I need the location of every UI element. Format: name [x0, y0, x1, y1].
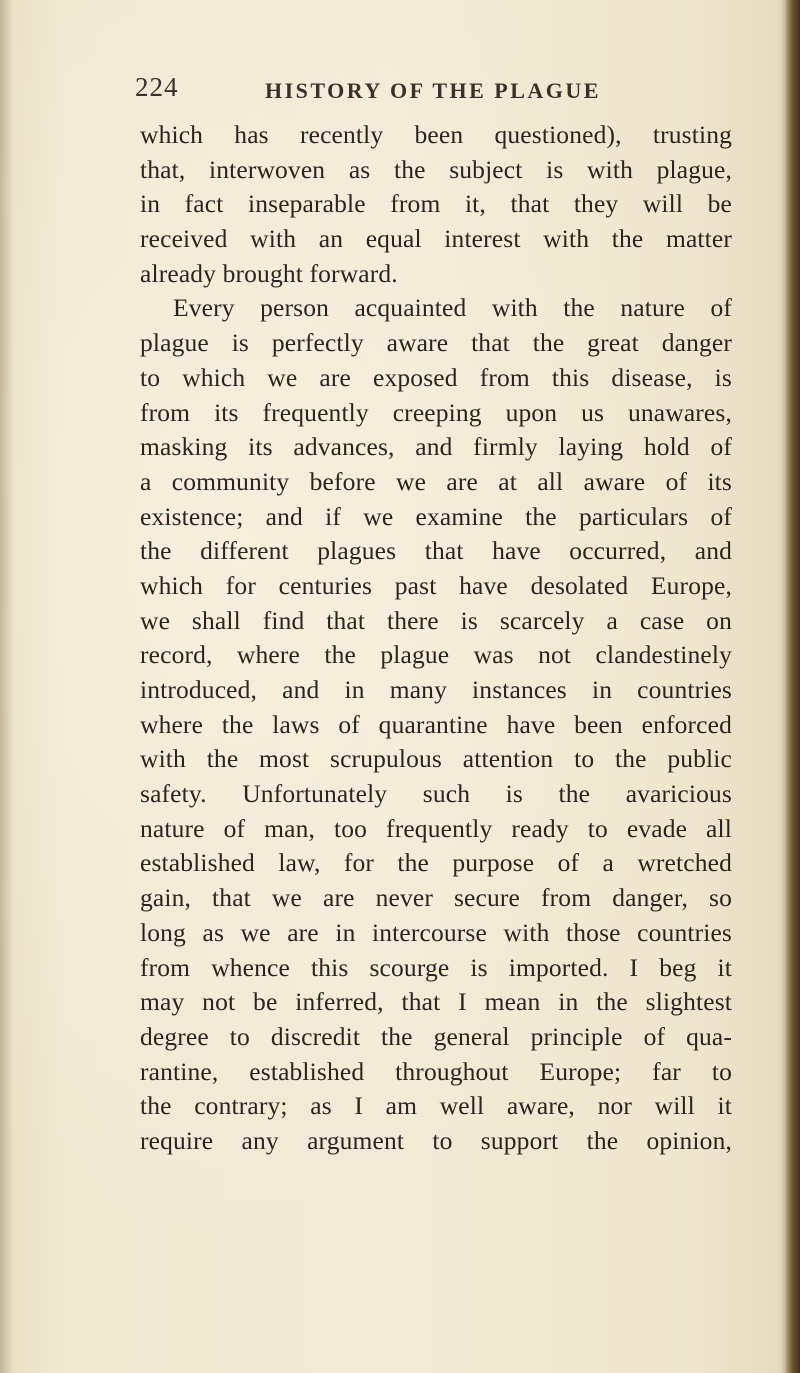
text-line: a community before we are at all aware of its [140, 466, 732, 496]
text-line: already brought forward. [140, 258, 398, 288]
page-number: 224 [135, 72, 179, 102]
running-head: HISTORY OF THE PLAGUE [265, 78, 601, 103]
text-line: existence; and if we examine the particulars of [140, 501, 732, 531]
text-line: degree to discredit the general principle of qua- [140, 1021, 732, 1051]
text-line: plague is perfectly aware that the great danger [140, 328, 732, 358]
text-line: safety. Unfortunately such is the avaricious [140, 779, 732, 809]
text-line: rantine, established throughout Europe; far to [140, 1056, 732, 1086]
text-line: may not be inferred, that I mean in the slightest [140, 987, 732, 1017]
text-line: the different plagues that have occurred, and [140, 536, 732, 566]
text-line: introduced, and in many instances in countries [140, 675, 732, 704]
text-line: which has recently been questioned), trusting [140, 120, 732, 149]
text-line: record, where the plague was not clandestinely [140, 640, 732, 670]
text-line: require any argument to support the opinion, [140, 1125, 732, 1155]
text-line: Every person acquainted with the nature of [173, 293, 732, 323]
text-line: established law, for the purpose of a wretched [140, 848, 732, 878]
text-line: in fact inseparable from it, that they will be [140, 189, 732, 219]
text-line: the contrary; as I am well aware, nor will it [140, 1091, 732, 1121]
text-line: that, interwoven as the subject is with plague, [140, 154, 732, 184]
body-text [140, 118, 732, 1159]
text-line: long as we are in intercourse with those countries [140, 917, 732, 947]
text-line: where the laws of quarantine have been enforced [140, 709, 732, 739]
book-edge [786, 0, 800, 1373]
text-line: which for centuries past have desolated Europe, [140, 570, 732, 600]
text-line: we shall find that there is scarcely a case on [140, 605, 732, 635]
text-line: with the most scrupulous attention to the public [140, 744, 732, 774]
text-line: masking its advances, and firmly laying hold of [140, 432, 732, 462]
page-header [135, 72, 605, 112]
text-line: nature of man, too frequently ready to evade all [140, 813, 732, 843]
text-line: to which we are exposed from this disease, is [140, 362, 732, 392]
text-line: received with an equal interest with the matter [140, 224, 732, 254]
text-line: from its frequently creeping upon us unawares, [140, 397, 732, 427]
text-line: gain, that we are never secure from danger, so [140, 883, 732, 913]
text-line: from whence this scourge is imported. I beg it [140, 952, 732, 982]
page-gutter-shadow [0, 0, 14, 1373]
